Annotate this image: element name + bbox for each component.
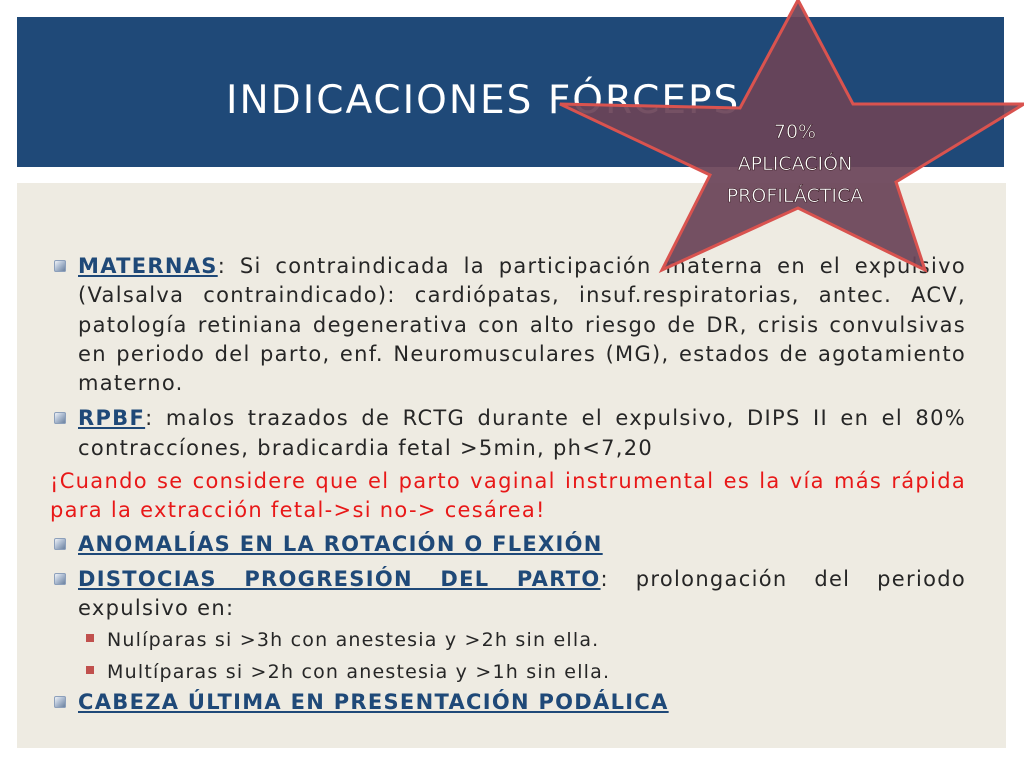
warning-note: ¡Cuando se considere que el parto vaginal instrumental es la vía más rápida para la extracción fetal->si no-> cesárea! [50,469,966,523]
bullet-icon [54,260,66,272]
sub-item-text: Multíparas si >2h con anestesia y >1h sin ella. [107,660,611,683]
slide-body [50,252,966,717]
item-heading: MATERNAS [78,254,218,278]
item-heading: CABEZA ÚLTIMA EN PRESENTACIÓN PODÁLICA [78,689,669,714]
list-item-cabeza-ultima [50,688,966,717]
sub-list-item [50,656,966,688]
star-callout-line: 70% [773,121,817,143]
slide-title: INDICACIONES FÓRCEPS [226,78,741,123]
bullet-icon [54,538,66,550]
item-text: : Si contraindicada la participación materna en el expulsivo (Valsalva contraindicado): cardiópatas, insuf.respiratorias, antec. ACV, patología retiniana degenerativa con alto riesgo de DR, crisis convulsivas en periodo del parto, enf. Neuromusculares (MG), estados de agotamiento materno. [78,254,966,396]
sub-item-text: Nulíparas si >3h con anestesia y >2h sin ella. [107,628,600,651]
bullet-icon [54,573,66,585]
list-item-rotation [50,530,966,559]
item-heading: DISTOCIAS PROGRESIÓN DEL PARTO [78,566,601,591]
square-bullet-icon [86,666,94,674]
square-bullet-icon [86,634,94,642]
item-text: : malos trazados de RCTG durante el expulsivo, DIPS II en el 80% contraccíones, bradicardia fetal >5min, ph<7,20 [78,406,966,460]
list-item-rpbf [50,404,966,463]
sub-list-item [50,624,966,656]
star-callout-line: PROFILÁCTICA [726,185,864,207]
list-item-distocias [50,565,966,624]
star-callout-line: APLICACIÓN [737,153,853,175]
item-text: : prolongación del periodo expulsivo en: [78,566,967,621]
item-heading: ANOMALÍAS EN LA ROTACIÓN O FLEXIÓN [78,531,603,556]
item-heading: RPBF [78,406,146,431]
bullet-icon [54,696,66,708]
bullet-icon [54,412,66,424]
star-callout-text [700,116,890,212]
